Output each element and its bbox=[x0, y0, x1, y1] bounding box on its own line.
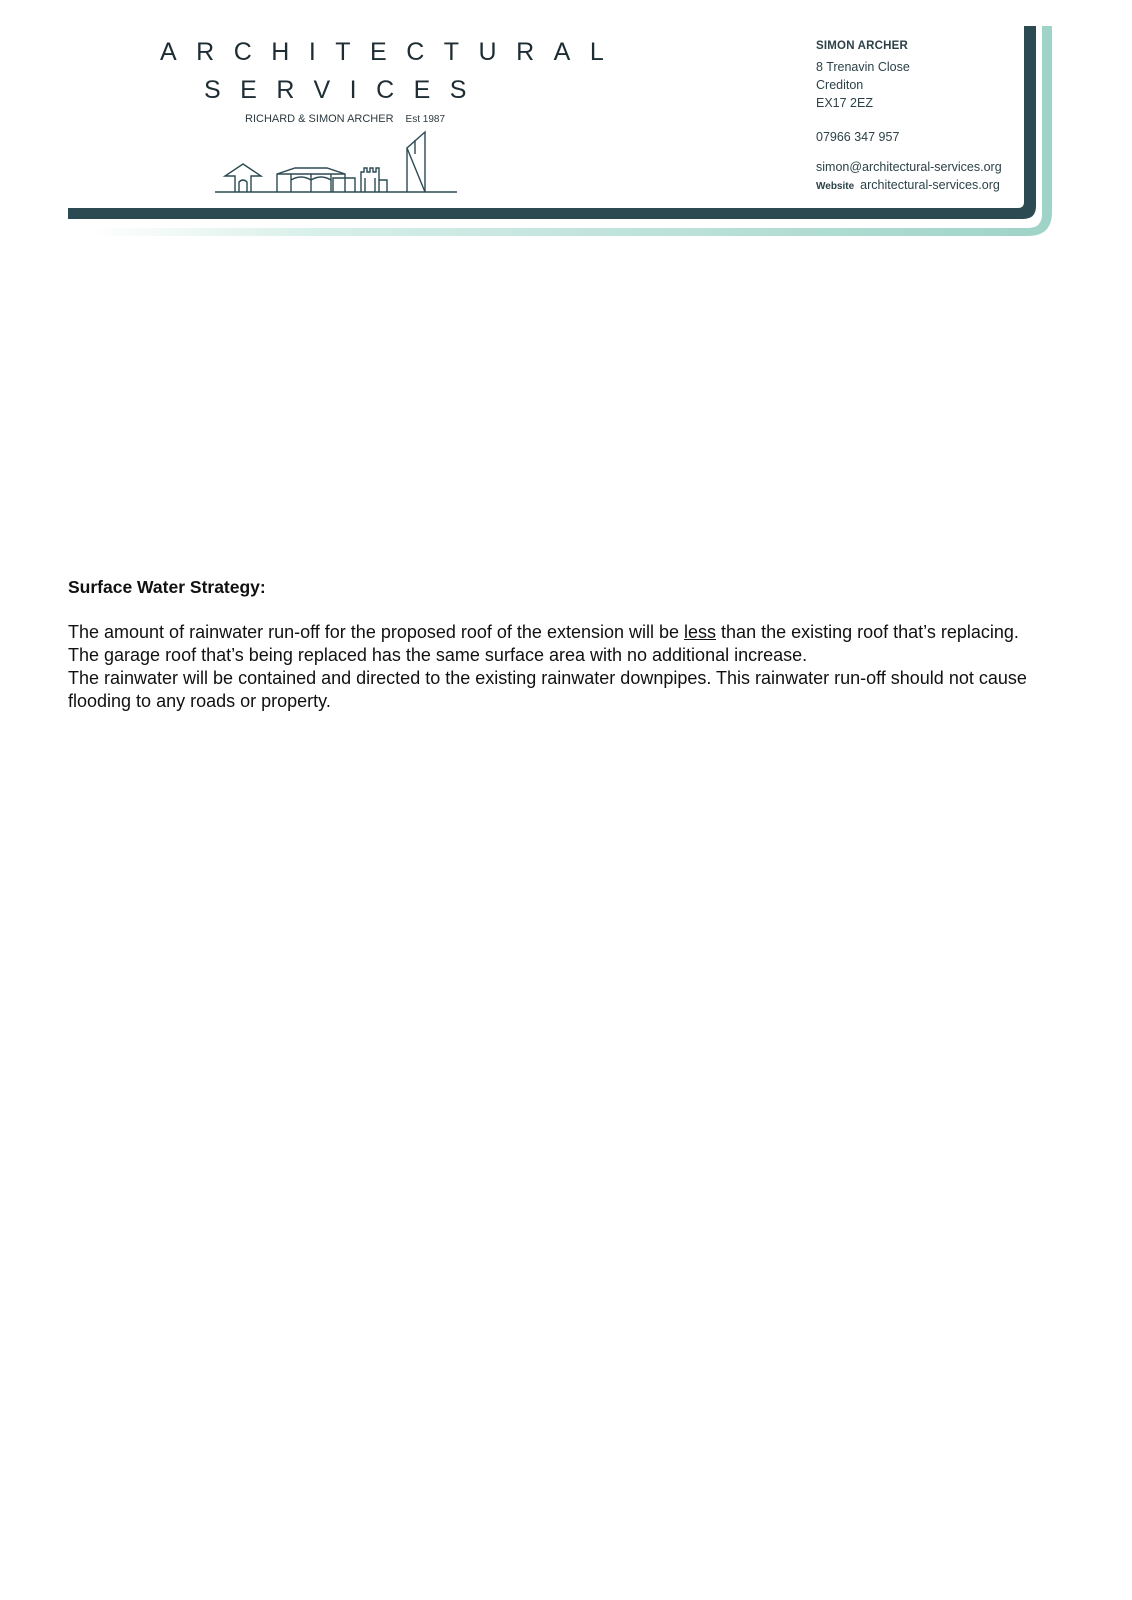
letterhead bbox=[0, 0, 1132, 245]
section-heading: Surface Water Strategy: bbox=[68, 577, 266, 597]
paragraph-drainage: The rainwater will be contained and directed to the existing rainwater downpipes. This rainwater run-off should not cause flooding to any roads or property. bbox=[68, 668, 1027, 711]
town-skyline-icon bbox=[215, 130, 465, 200]
underlined-word: less bbox=[684, 622, 717, 642]
contact-website-label: Website bbox=[816, 181, 855, 192]
contact-block bbox=[816, 40, 1031, 196]
contact-email[interactable]: simon@architectural-services.org bbox=[816, 160, 1002, 174]
brand-owners bbox=[245, 113, 445, 125]
contact-name: SIMON ARCHER bbox=[816, 40, 909, 52]
brand-wordmark bbox=[150, 36, 624, 106]
contact-address-line1: 8 Trenavin Close bbox=[816, 60, 910, 74]
paragraph-runoff-start: The amount of rainwater run-off for the proposed roof of the extension will be bbox=[68, 622, 685, 642]
brand-established: Est 1987 bbox=[405, 114, 446, 125]
brand-owners-names: RICHARD & SIMON ARCHER bbox=[245, 113, 394, 125]
brand-subtitle-services: SERVICES bbox=[204, 76, 486, 104]
contact-website-row bbox=[816, 176, 1031, 196]
brand-title: ARCHITECTURAL bbox=[160, 38, 624, 66]
paragraph-runoff bbox=[68, 621, 1043, 667]
document-body bbox=[68, 576, 1043, 713]
contact-postcode: EX17 2EZ bbox=[816, 96, 873, 110]
contact-website[interactable]: architectural-services.org bbox=[860, 178, 1000, 192]
contact-address-line2: Crediton bbox=[816, 78, 864, 92]
contact-phone: 07966 347 957 bbox=[816, 130, 900, 144]
paragraph-runoff-end: than the existing roof that’s replacing. The garage roof that’s being replaced has the same surface area with no additional increase. bbox=[68, 622, 1019, 665]
